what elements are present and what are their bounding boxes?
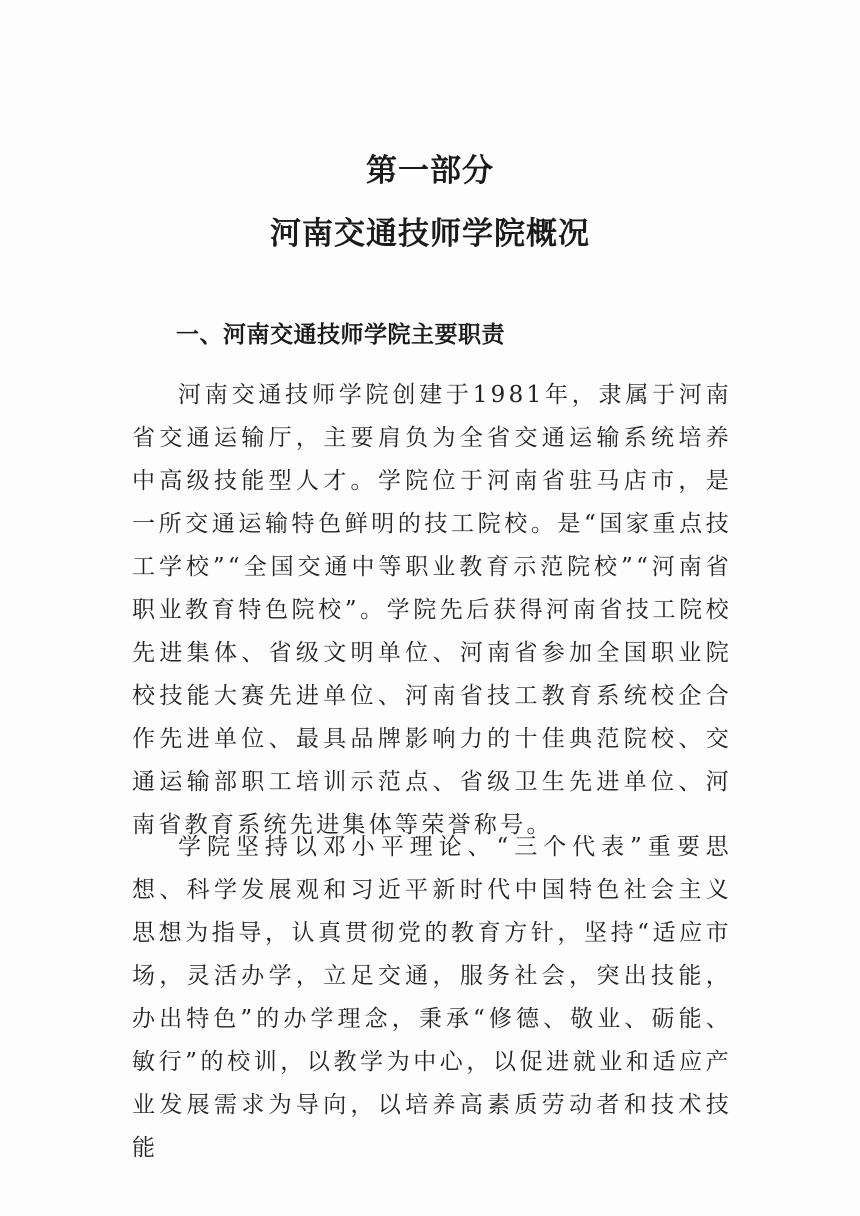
part-title: 第一部分: [366, 153, 494, 189]
paragraph: 河南交通技师学院创建于1981年，隶属于河南省交通运输厅，主要肩负为全省交通运输系统培养中高级技能型人才。学院位于河南省驻马店市，是一所交通运输特色鲜明的技工院校。是“国家重点技工学校”“全国交通中等职业教育示范院校”“河南省职业教育特色院校”。学院先后获得河南省技工院校先进集体、省级文明单位、河南省参加全国职业院校技能大赛先进单位、河南省技工教育系统校企合作先进单位、最具品牌影响力的十佳典范院校、交通运输部职工培训示范点、省级卫生先进单位、河南省教育系统先进集体等荣誉称号。: [132, 382, 732, 838]
section-heading: 一、河南交通技师学院主要职责: [176, 322, 505, 348]
paragraph-block-1: [132, 374, 732, 847]
paragraph-block-2: [132, 826, 732, 1170]
document-title: 河南交通技师学院概况: [270, 216, 590, 252]
paragraph: 学院坚持以邓小平理论、“三个代表”重要思想、科学发展观和习近平新时代中国特色社会主义思想为指导，认真贯彻党的教育方针，坚持“适应市场，灵活办学，立足交通，服务社会，突出技能，办出特色”的办学理念，秉承“修德、敬业、砺能、敏行”的校训，以教学为中心，以促进就业和适应产业发展需求为导向，以培养高素质劳动者和技术技能: [132, 834, 732, 1161]
